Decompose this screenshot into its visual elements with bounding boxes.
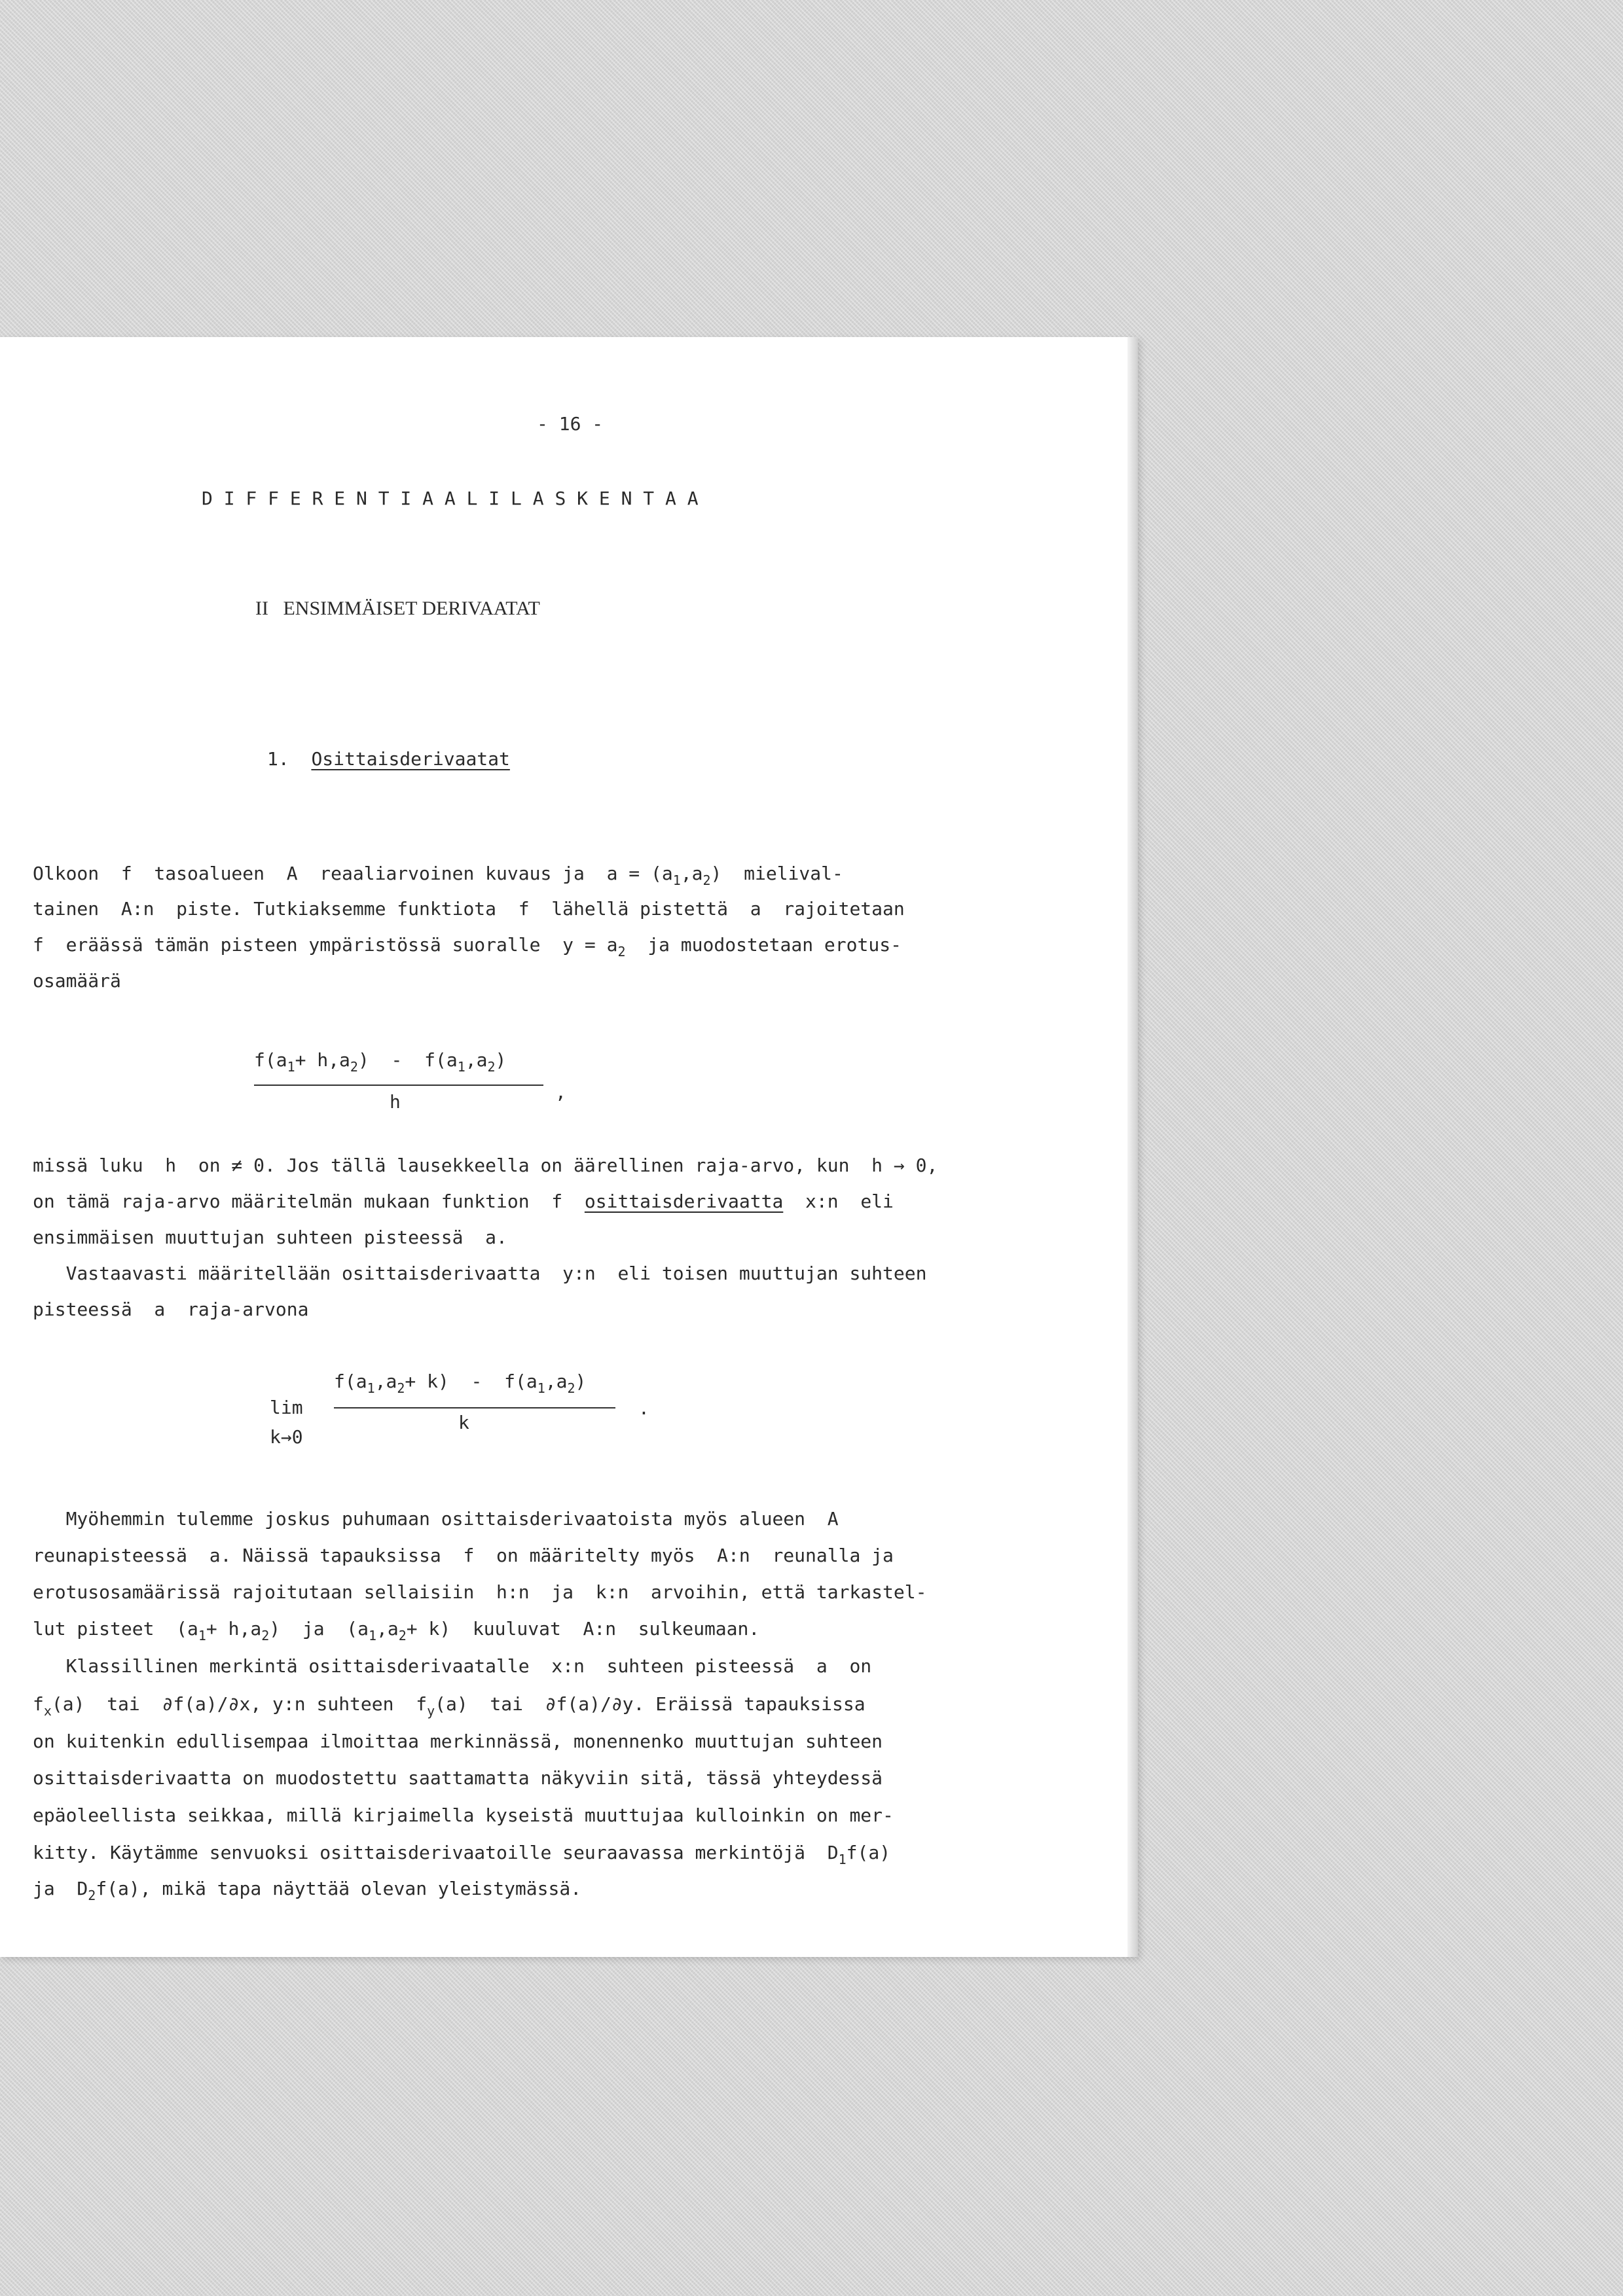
text-line: reunapisteessä a. Näissä tapauksissa f on määritelty myös A:n reunalla ja — [33, 1545, 894, 1566]
text-line: $f_x(a)$ tai ∂f(a)/∂x, y:n suhteen $f_y(a)$ tai ∂f(a)/∂y. Eräissä tapauksissa — [33, 1693, 866, 1719]
section-title: Osittaisderivaatat — [311, 748, 510, 770]
formula2-denominator: k — [458, 1412, 469, 1433]
chapter-title: D I F F E R E N T I A A L I L A S K E N T A A — [202, 488, 699, 509]
section-heading — [267, 750, 510, 768]
section-number: 1. — [267, 748, 289, 770]
text-line: f eräässä tämän pisteen ympäristössä suoralle $y = a_2$ ja muodostetaan erotus- — [33, 934, 902, 960]
page-number: - 16 - — [537, 413, 604, 435]
lim-operator: lim — [270, 1397, 303, 1418]
text-line: Olkoon f tasoalueen A reaaliarvoinen kuvaus ja $a = (a_1,a_2)$ mielival- — [33, 863, 843, 888]
text-line: ja $D_2f(a)$, mikä tapa näyttää olevan yleistymässä. — [33, 1878, 582, 1903]
text-line: Vastaavasti määritellään osittaisderivaatta y:n eli toisen muuttujan suhteen — [33, 1263, 927, 1284]
formula1-denominator: h — [390, 1091, 401, 1113]
formula2-numerator: $f(a_1,a_2+ k) - f(a_1,a_2)$ — [334, 1371, 587, 1396]
fraction-bar — [334, 1407, 615, 1408]
text-line: on kuitenkin edullisempaa ilmoittaa merkinnässä, monennenko muuttujan suhteen — [33, 1731, 883, 1752]
text-line: lut pisteet $(a_1+ h,a_2)$ ja $(a_1,a_2+ k)$ kuuluvat A:n sulkeumaan. — [33, 1618, 760, 1643]
text-line: tainen A:n piste. Tutkiaksemme funktiota f lähellä pistettä a rajoitetaan — [33, 898, 905, 920]
text-line: on tämä raja-arvo määritelmän mukaan funktion f osittaisderivaatta x:n eli — [33, 1191, 894, 1212]
part-heading: II ENSIMMÄISET DERIVAATAT — [255, 598, 540, 619]
text-line: pisteessä a raja-arvona — [33, 1299, 309, 1320]
text-line: epäoleellista seikkaa, millä kirjaimella kyseistä muuttujaa kulloinkin on mer- — [33, 1804, 894, 1826]
text-line: ensimmäisen muuttujan suhteen pisteessä a. — [33, 1227, 507, 1248]
page-edge-shadow — [1127, 337, 1138, 1957]
text-line: erotusosamäärissä rajoitutaan sellaisiin h:n ja k:n arvoihin, että tarkastel- — [33, 1581, 927, 1603]
text-line: Myöhemmin tulemme joskus puhumaan osittaisderivaatoista myös alueen A — [33, 1508, 839, 1530]
text-line: Klassillinen merkintä osittaisderivaatalle x:n suhteen pisteessä a on — [33, 1655, 872, 1677]
formula1-numerator: $f(a_1+ h,a_2) - f(a_1,a_2)$ — [254, 1049, 507, 1075]
lim-subscript: k→0 — [270, 1426, 303, 1448]
formula2-period: . — [638, 1397, 649, 1419]
fraction-bar — [254, 1085, 543, 1086]
text-line: osittaisderivaatta on muodostettu saattamatta näkyviin sitä, tässä yhteydessä — [33, 1767, 883, 1789]
text-line: osamäärä — [33, 970, 121, 992]
text-line: kitty. Käytämme senvuoksi osittaisderivaatoille seuraavassa merkintöjä $D_1f(a)$ — [33, 1842, 891, 1867]
text-line: missä luku h on ≠ 0. Jos tällä lausekkeella on äärellinen raja-arvo, kun h → 0, — [33, 1155, 938, 1176]
formula1-comma: , — [555, 1081, 566, 1103]
defined-term: osittaisderivaatta — [584, 1191, 784, 1212]
